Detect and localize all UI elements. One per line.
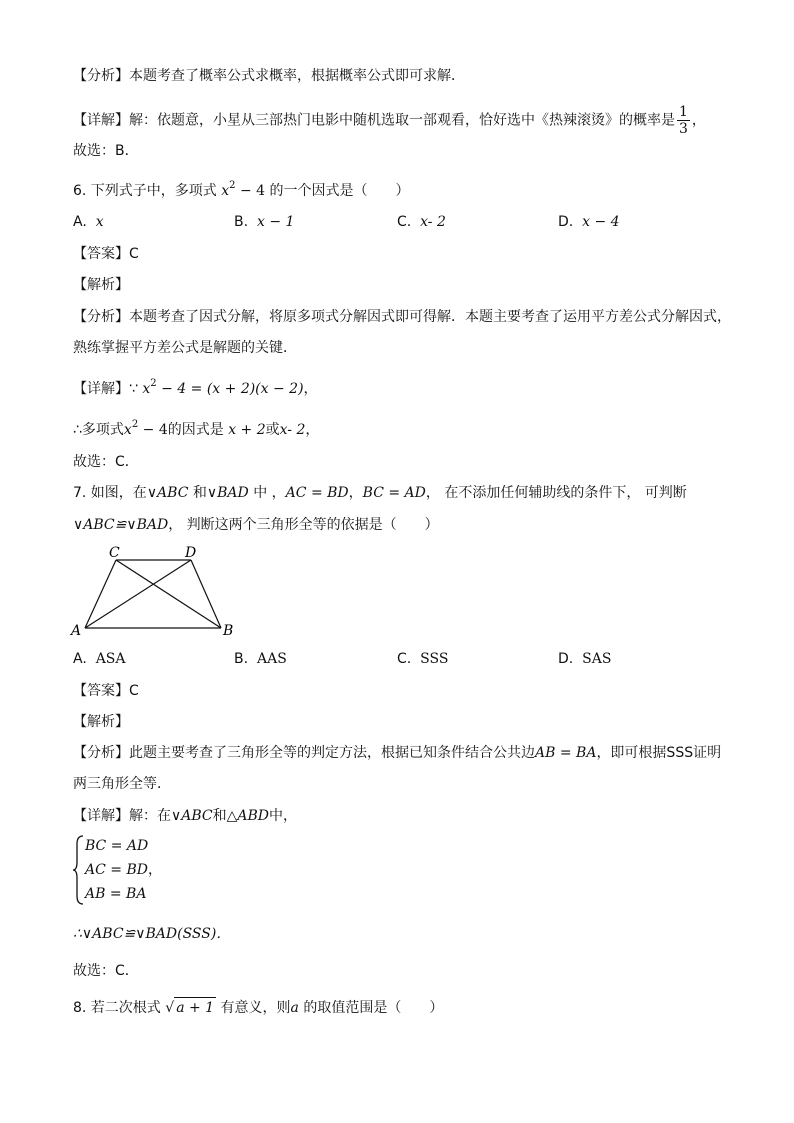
system-eq-1: BC = AD — [85, 838, 149, 854]
q7-conclusion: ∴∨ABC≌∨BAD(SSS)． — [73, 926, 231, 942]
prev-detail-line: 【详解】解：依题意，小星从三部热门电影中随机选取一部观看，恰好选中《热辣滚烫》的概率是 $\frac{1}{3}$ ， — [73, 104, 706, 137]
q7-option-d: D. SAS — [558, 651, 612, 667]
q7-stem-line1: 7. 如图，在∨ABC 和∨BAD 中 ，AC = BD，BC = AD， 在不添加任何辅助线的条件下， 可判断 — [73, 485, 687, 501]
prev-choose: 故选：B． — [73, 143, 139, 159]
q7-choose: 故选：C． — [73, 963, 139, 979]
q7-answer: 【答案】C — [73, 683, 139, 699]
q6-therefore: ∴多项式$x^2 - 4$的因式是 x + 2或x- 2， — [73, 419, 320, 438]
q6-detail: 【详解】∵ $x^2 - 4 = (x + 2)(x - 2)$， — [73, 378, 318, 397]
q7-stem-line2: ∨ABC≌∨BAD， 判断这两个三角形全等的依据是（ ） — [73, 517, 439, 533]
q8-stem: 8. 若二次根式 √ a + 1 有意义，则a 的取值范围是（ ） — [73, 997, 443, 1018]
q7-jiexi: 【解析】 — [73, 714, 129, 730]
q7-option-c: C. SSS — [397, 651, 449, 667]
triangle-figure — [66, 540, 246, 642]
detail-text: 解：依题意，小星从三部热门电影中随机选取一部观看，恰好选中《热辣滚烫》的概率是 — [129, 112, 675, 129]
system-eq-2: AC = BD， — [85, 862, 162, 878]
q7-detail: 【详解】解：在∨ABC和△ABD中， — [73, 808, 298, 824]
label-d: D — [185, 545, 197, 561]
q6-analysis-line2: 熟练掌握平方差公式是解题的关键． — [73, 340, 297, 356]
system-eq-3: AB = BA — [85, 886, 147, 902]
segment-bc — [116, 560, 221, 628]
q6-choose: 故选：C． — [73, 454, 139, 470]
q6-option-c: C. x- 2 — [397, 214, 446, 230]
left-brace — [73, 834, 85, 906]
q7-option-b: B. AAS — [234, 651, 287, 667]
label-a: A — [71, 623, 82, 639]
analysis-tag: 【分析】 — [73, 68, 129, 84]
q6-answer: 【答案】C — [73, 246, 139, 262]
q6-option-d: D. x − 4 — [558, 214, 620, 230]
label-c: C — [109, 545, 120, 561]
analysis-text: 本题考查了概率公式求概率，根据概率公式即可求解． — [129, 68, 465, 84]
q7-option-a: A. ASA — [73, 651, 126, 667]
q6-option-a: A. x — [73, 214, 104, 230]
q6-analysis-line1: 【分析】本题考查了因式分解，将原多项式分解因式即可得解．本题主要考查了运用平方差公式分解因式， — [73, 309, 731, 325]
equation-system — [73, 834, 193, 904]
q7-analysis-line2: 两三角形全等． — [73, 776, 171, 792]
detail-tag: 【详解】 — [73, 112, 129, 129]
sqrt-expression: √ a + 1 — [165, 997, 216, 1018]
probability-fraction: $\frac{1}{3}$ — [679, 104, 688, 137]
prev-analysis-line — [73, 66, 465, 86]
label-b: B — [223, 623, 234, 639]
q6-stem: 6. 下列式子中，多项式 $x^2 - 4$ 的一个因式是（ ） — [73, 180, 410, 199]
q7-analysis-line1: 【分析】此题主要考查了三角形全等的判定方法，根据已知条件结合公共边AB = BA，即可根据SSS证明 — [73, 745, 722, 761]
q6-jiexi: 【解析】 — [73, 277, 129, 293]
q6-option-b: B. x − 1 — [234, 214, 295, 230]
